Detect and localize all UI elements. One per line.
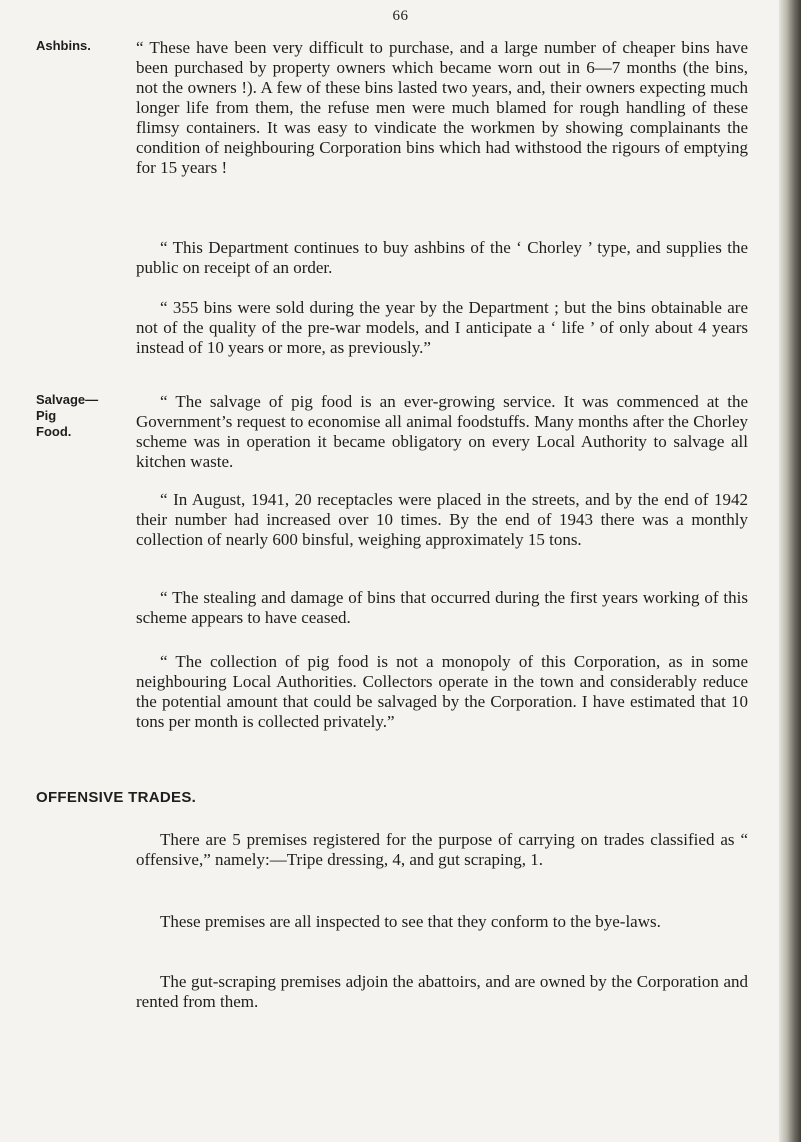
paragraph-inspected-premises: These premises are all inspected to see that they conform to the bye-laws. [160,912,661,931]
page-number: 66 [392,8,409,24]
paragraph-stealing-damage: “ The stealing and damage of bins that occurred during the first years working of this scheme appears to have ceased. [136,588,748,627]
section-heading-offensive-trades: OFFENSIVE TRADES. [36,789,197,806]
margin-note-ashbins: Ashbins. [36,38,91,53]
scan-edge-shadow [779,0,801,1142]
paragraph-salvage-pig-food: “ The salvage of pig food is an ever-growing service. It was commenced at the Government’s request to economise all animal foodstuffs. Many months after the Chorley scheme was in operation it became obligatory on every Local Authority to salvage all kitchen waste. [136,392,748,471]
paragraph-ashbins-purchase: “ These have been very difficult to purchase, and a large number of cheaper bins have been purchased by property owners which became worn out in 6—7 months (the bins, not the owners !). A few of these bins lasted two years, and, their owners expecting much longer life from them, the refuse men were much blamed for rough handling of these flimsy containers. It was easy to vindicate the workmen by showing complainants the condition of neighbouring Corporation bins which had withstood the rigours of emptying for 15 years ! [136,38,748,177]
paragraph-gut-scraping: The gut-scraping premises adjoin the abattoirs, and are owned by the Corporation and rented from them. [136,972,748,1011]
paragraph-bins-sold: “ 355 bins were sold during the year by the Department ; but the bins obtainable are not of the quality of the pre-war models, and I anticipate a ‘ life ’ of only about 4 years instead of 10 years or more, as previously.” [136,298,748,357]
paragraph-receptacles: “ In August, 1941, 20 receptacles were placed in the streets, and by the end of 1942 their number had increased over 10 times. By the end of 1943 there was a monthly collection of nearly 600 binsful, weighing approximately 15 tons. [136,490,748,549]
margin-note-salvage-pig-food: Salvage—Pig Food. [36,392,99,439]
paragraph-chorley-type: “ This Department continues to buy ashbins of the ‘ Chorley ’ type, and supplies the public on receipt of an order. [136,238,748,277]
paragraph-registered-premises: There are 5 premises registered for the purpose of carrying on trades classified as “ offensive,” namely:—Tripe dressing, 4, and gut scraping, 1. [136,830,748,869]
paragraph-collection-monopoly: “ The collection of pig food is not a monopoly of this Corporation, as in some neighbouring Local Authorities. Collectors operate in the town and considerably reduce the potential amount that could be salvaged by the Corporation. I have estimated that 10 tons per month is collected privately.” [136,652,748,731]
